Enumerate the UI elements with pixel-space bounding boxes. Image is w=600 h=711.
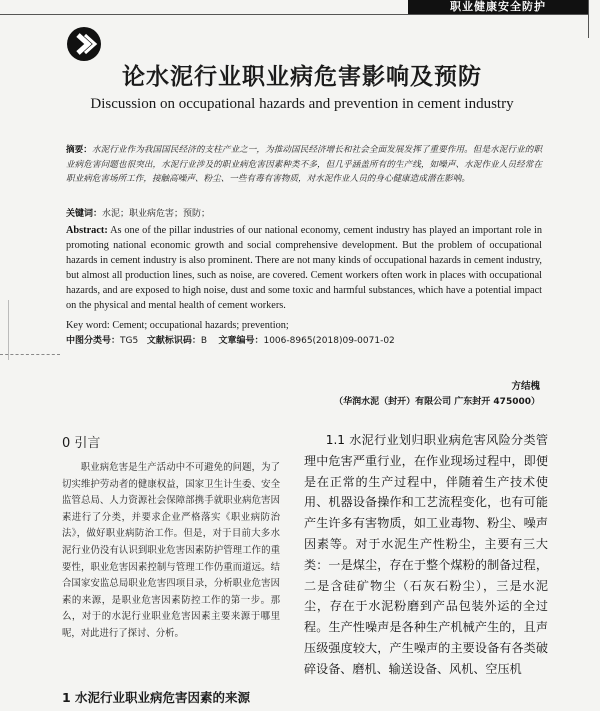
- chevron-right-icon: [66, 26, 102, 62]
- journal-section-header: 职业健康安全防护: [408, 0, 588, 14]
- title-english: Discussion on occupational hazards and prevention in cement industry: [90, 96, 514, 112]
- abstract-zh-label: 摘要：: [66, 145, 92, 155]
- margin-mark: [8, 300, 9, 360]
- article-no-value: 1006-8965(2018)09-0071-02: [263, 336, 395, 346]
- doc-code-label: 文献标识码：: [146, 336, 201, 346]
- section-heading-1: 1 水泥行业职业病危害因素的来源: [62, 690, 251, 705]
- keywords-english: [66, 319, 542, 333]
- clc-label: 中图分类号：: [66, 336, 121, 346]
- abstract-chinese: [66, 143, 542, 187]
- classification-line: [66, 334, 542, 348]
- author-name: 方结槐: [511, 381, 540, 392]
- title-chinese: 论水泥行业职业病危害影响及预防: [122, 64, 482, 90]
- keywords-en-text: Cement; occupational hazards; prevention;: [112, 320, 289, 331]
- body-right-column: [304, 430, 548, 680]
- article-no-label: 文章编号：: [218, 336, 264, 346]
- body-left-column: [62, 460, 280, 643]
- section-heading-intro: 0 引言: [62, 436, 101, 451]
- doc-code-value: B: [200, 336, 208, 346]
- header-rule: [0, 14, 588, 15]
- dashed-divider: [0, 354, 60, 355]
- keywords-en-label: Key word:: [66, 320, 110, 331]
- header-side-rule: [588, 0, 589, 38]
- author-affiliation: （华润水泥（封开）有限公司 广东封开 475000）: [334, 397, 540, 407]
- abstract-en-text: As one of the pillar industries of our national economy, cement industry has played an important role in promoting national economic growth and social comprehensive development. But the problem of occupational hazards in cement industry is also prominent. There are not many kinds of occupational hazards in cement industry, but almost all production lines, such as noise, are covered. Cement workers often work in places with occupational hazards, and are exposed to high noise, dust and some toxic and harmful substances, which have a potential impact on the physical and mental health of cement workers.: [66, 225, 542, 312]
- abstract-en-label: Abstract:: [66, 225, 108, 236]
- body-left-paragraph: 职业病危害是生产活动中不可避免的问题，为了切实维护劳动者的健康权益，国家卫生计生委、安全监管总局、人力资源社会保障部携手就职业病危害因素进行了分类，并要求企业严格落实《职业病防治法》，做好职业病防治工作。但是，对于目前大多水泥行业仍没有认识到职业危害因素防护管理工作的重要性，职业危害因素控制与管理工作仍重而道远。结合国家安监总局职业危害四项目录，分析职业危害因素的来源，是职业危害因素防控工作的第一步。那么，对于的水泥行业职业危害因素主要来源于哪里呢，对此进行了探讨、分析。: [62, 462, 280, 639]
- keywords-zh-text: 水泥；职业病危害；预防；: [102, 209, 211, 219]
- abstract-english: [66, 223, 542, 314]
- keywords-chinese: [66, 207, 542, 221]
- keywords-zh-label: 关键词：: [66, 209, 103, 219]
- clc-value: TG5: [120, 336, 139, 346]
- abstract-zh-text: 水泥行业作为我国国民经济的支柱产业之一，为推动国民经济增长和社会全面发展发挥了重要作用。但是水泥行业的职业病危害问题也很突出，水泥行业涉及的职业病危害因素种类不多，但几乎涵盖所有的生产线，如噪声、水泥作业人员经常在职业病危害场所工作，接触高噪声、粉尘、一些有毒有害物质，对水泥作业人员的身心健康造成潜在影响。: [66, 145, 542, 185]
- body-right-paragraph: 1.1 水泥行业划归职业病危害风险分类管理中危害严重行业，在作业现场过程中，即便是在正常的生产过程中，伴随着生产技术使用、机器设备操作和工艺流程变化，也有可能产生许多有害物质，如工业毒物、粉尘、噪声因素等。对于水泥生产性粉尘，主要有三大类：一是煤尘，存在于整个煤粉的制备过程，二是含硅矿物尘（石灰石粉尘），三是水泥尘，存在于水泥粉磨到产品包装外运的全过程。生产性噪声是各种生产机械产生的，且声压级强度较大，产生噪声的主要设备有各类破碎设备、磨机、输送设备、风机、空压机: [304, 433, 548, 676]
